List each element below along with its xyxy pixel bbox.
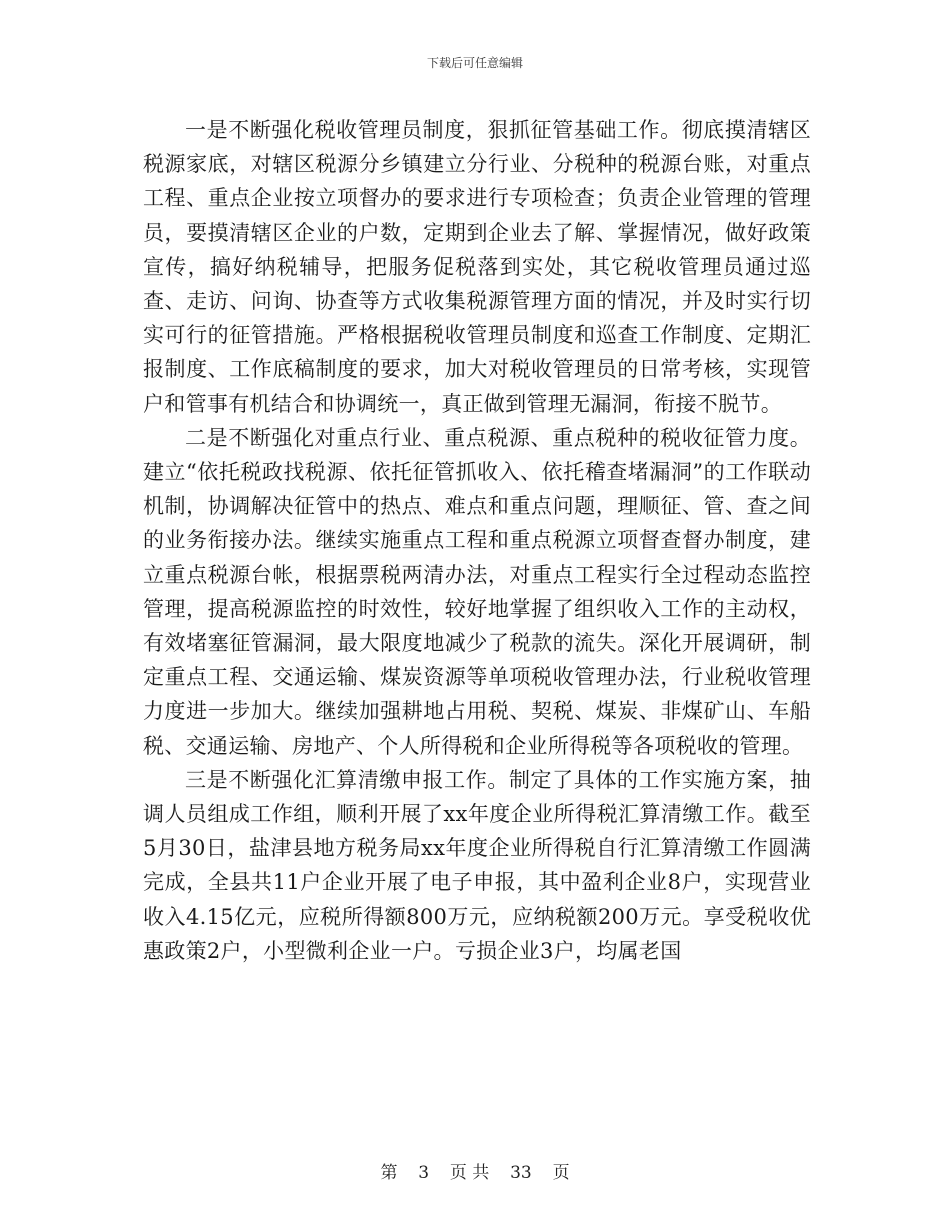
footer-suffix: 页 bbox=[552, 1163, 570, 1183]
paragraph-2: 二是不断强化对重点行业、重点税源、重点税种的税收征管力度。建立“依托税政找税源、依托征管抓收入、依托稽查堵漏洞”的工作联动机制，协调解决征管中的热点、难点和重点问题，理顺征、管、查之间的业务衔接办法。继续实施重点工程和重点税源立项督查督办制度，建立重点税源台帐，根据票税两清办法，对重点工程实行全过程动态监控管理，提高税源监控的时效性，较好地掌握了组织收入工作的主动权，有效堵塞征管漏洞，最大限度地减少了税款的流失。深化开展调研，制定重点工程、交通运输、煤炭资源等单项税收管理办法，行业税收管理力度进一步加大。继续加强耕地占用税、契税、煤炭、非煤矿山、车船税、交通运输、房地产、个人所得税和企业所得税等各项税收的管理。 bbox=[143, 425, 811, 758]
footer-prefix: 第 bbox=[380, 1163, 398, 1183]
footer-page-number: 3 bbox=[418, 1163, 430, 1183]
footer-middle: 页 共 bbox=[449, 1163, 490, 1183]
page-footer bbox=[0, 1158, 950, 1183]
paragraph-1: 一是不断强化税收管理员制度，狠抓征管基础工作。彻底摸清辖区税源家底，对辖区税源分乡镇建立分行业、分税种的税源台账，对重点工程、重点企业按立项督办的要求进行专项检查；负责企业管理的管理员，要摸清辖区企业的户数，定期到企业去了解、掌握情况，做好政策宣传，搞好纳税辅导，把服务促税落到实处，其它税收管理员通过巡查、走访、问询、协查等方式收集税源管理方面的情况，并及时实行切实可行的征管措施。严格根据税收管理员制度和巡查工作制度、定期汇报制度、工作底稿制度的要求，加大对税收管理员的日常考核，实现管户和管事有机结合和协调统一，真正做到管理无漏洞，衔接不脱节。 bbox=[143, 118, 811, 416]
document-body bbox=[143, 113, 811, 968]
paragraph-3: 三是不断强化汇算清缴申报工作。制定了具体的工作实施方案，抽调人员组成工作组，顺利开展了xx年度企业所得税汇算清缴工作。截至5月30日，盐津县地方税务局xx年度企业所得税自行汇算清缴工作圆满完成，全县共11户企业开展了电子申报，其中盈利企业8户，实现营业收入4.15亿元，应税所得额800万元，应纳税额200万元。享受税收优惠政策2户，小型微利企业一户。亏损企业3户，均属老国 bbox=[143, 767, 811, 963]
page-header: 下载后可任意编辑 bbox=[426, 56, 523, 70]
footer-total-pages: 33 bbox=[510, 1163, 532, 1183]
